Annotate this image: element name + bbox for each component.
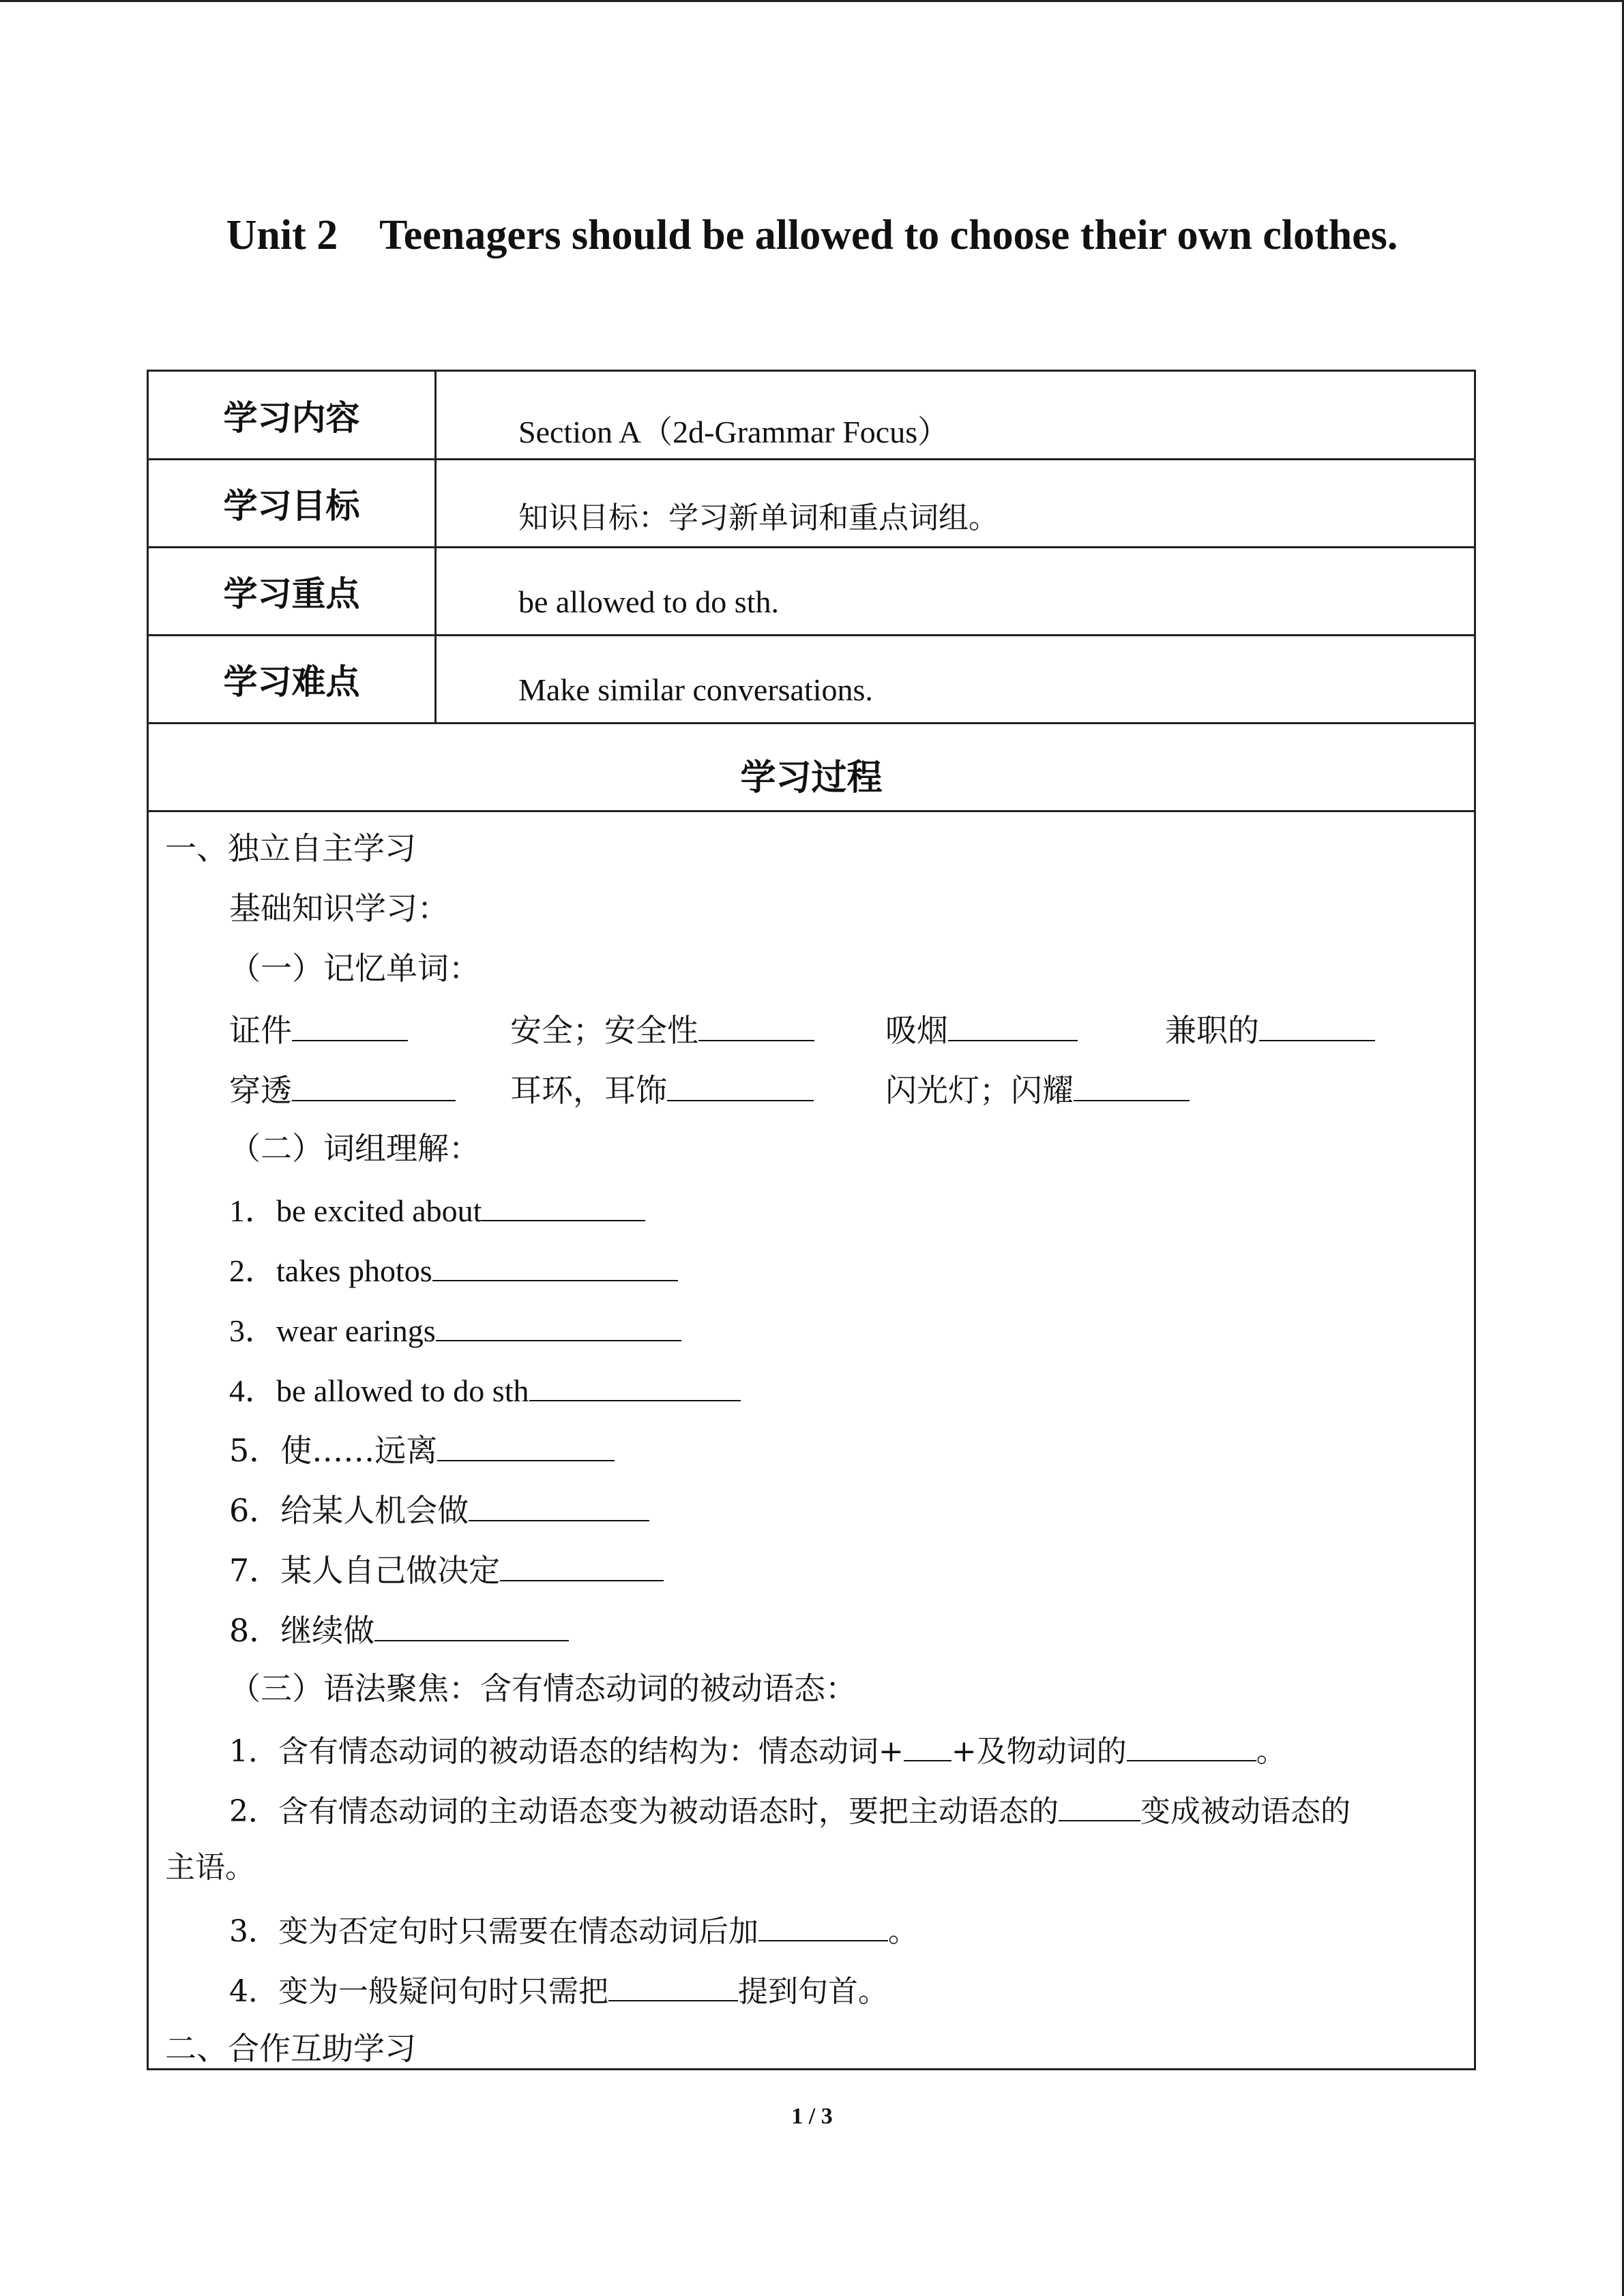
part1-title: 一、独立自主学习 [165,830,416,867]
grammar-item-3: 3．变为否定句时只需要在情态动词后加 。 [229,1914,918,1949]
row-value-objective: 知识目标：学习新单词和重点词组。 [518,501,999,535]
answer-blank[interactable] [1127,1733,1256,1761]
row-value-content: Section A（2d-Grammar Focus） [518,415,949,449]
basic-knowledge-label: 基础知识学习： [229,890,449,927]
row-difficulty [149,636,1474,724]
row-label-content: 学习内容 [149,372,437,458]
answer-blank[interactable] [292,1073,456,1101]
vocab-item: 证件 [229,1013,408,1046]
answer-blank[interactable] [948,1013,1078,1041]
vocab-item: 闪光灯；闪耀 [885,1073,1190,1106]
phrase-item: 4．be allowed to do sth [229,1373,741,1407]
answer-blank[interactable] [436,1313,681,1341]
page-top-border [0,0,1624,2]
answer-blank[interactable] [1259,1013,1375,1041]
answer-blank[interactable] [292,1013,408,1041]
answer-blank[interactable] [758,1913,888,1941]
phrase-item: 6．给某人机会做 [229,1493,649,1526]
row-content [149,372,1474,460]
vocab-item: 穿透 [229,1073,456,1106]
answer-blank[interactable] [469,1493,649,1521]
page-title: Unit 2 Teenagers should be allowed to choose their own clothes. [226,212,1398,258]
vocab-item: 吸烟 [885,1013,1078,1046]
answer-blank[interactable] [667,1073,814,1101]
part2-title: 二、合作互助学习 [165,2030,416,2067]
process-body [149,812,1474,2072]
phrase-item: 2．takes photos [229,1253,678,1287]
process-heading: 学习过程 [740,758,883,799]
phrase-item: 5．使……远离 [229,1433,615,1466]
row-value-difficulty: Make similar conversations. [518,672,873,707]
answer-blank[interactable] [482,1193,645,1221]
answer-blank[interactable] [608,1973,738,2001]
page-indicator: 1 / 3 [791,2104,833,2129]
answer-blank[interactable] [500,1553,664,1581]
answer-blank[interactable] [374,1613,569,1641]
grammar-item-2: 2．含有情态动词的主动语态变为被动语态时，要把主动语态的 变成被动语态的 [229,1794,1350,1829]
grammar-item-2-continued: 主语。 [165,1850,255,1885]
phrase-item: 1．be excited about [229,1193,645,1227]
answer-blank[interactable] [432,1253,678,1281]
vocab-item: 兼职的 [1165,1013,1375,1046]
grammar-heading: （三）语法聚焦：含有情态动词的被动语态： [229,1670,857,1707]
answer-blank[interactable] [1074,1073,1190,1101]
answer-blank[interactable] [1059,1793,1140,1821]
row-keypoint [149,548,1474,636]
phrase-heading: （二）词组理解： [229,1130,480,1167]
phrase-item: 3．wear earings [229,1313,681,1347]
row-value-keypoint: be allowed to do sth. [518,584,779,619]
row-label-difficulty: 学习难点 [149,636,437,722]
grammar-item-1: 1．含有情态动词的被动语态的结构为：情态动词+ +及物动词的 。 [229,1734,1286,1769]
answer-blank[interactable] [529,1373,741,1401]
answer-blank[interactable] [904,1733,951,1761]
row-label-objective: 学习目标 [149,460,437,546]
row-label-keypoint: 学习重点 [149,548,437,634]
phrase-item: 8．继续做 [229,1613,569,1646]
vocab-item: 耳环，耳饰 [510,1073,814,1106]
row-objective [149,460,1474,548]
phrase-item: 7．某人自己做决定 [229,1553,664,1586]
vocab-item: 安全；安全性 [510,1013,814,1046]
answer-blank[interactable] [698,1013,814,1041]
answer-blank[interactable] [437,1433,615,1461]
lesson-table [147,370,1476,2070]
grammar-item-4: 4．变为一般疑问句时只需把 提到句首。 [229,1974,888,2009]
row-process-heading [149,724,1474,812]
vocab-heading: （一）记忆单词： [229,950,480,987]
